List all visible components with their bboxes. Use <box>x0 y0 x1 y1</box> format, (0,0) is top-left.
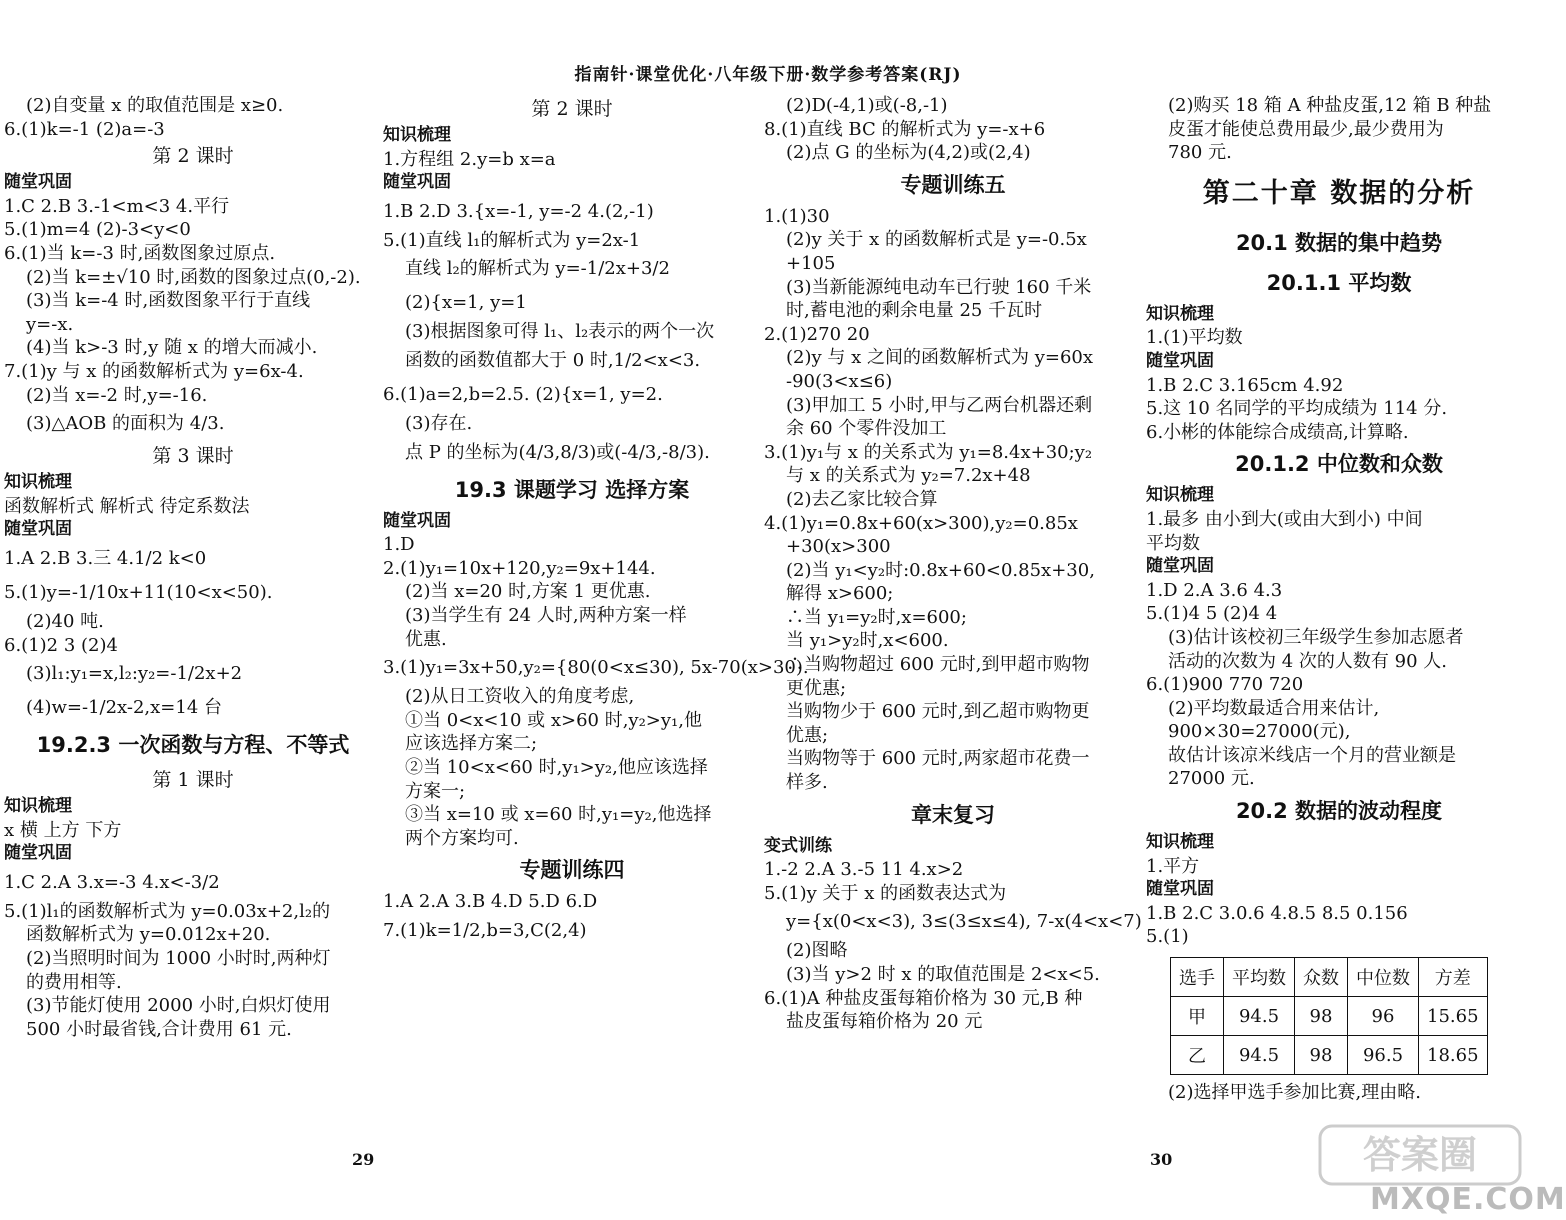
text-line: 27000 元. <box>1168 768 1255 790</box>
text-line: x 横 上方 下方 <box>4 819 122 841</box>
text-line: 4.(1)y₁=0.8x+60(x>300),y₂=0.85x <box>764 512 1078 534</box>
text-line: (2)y 关于 x 的函数解析式是 y=-0.5x <box>786 229 1087 251</box>
text-line: -90(3<x≤6) <box>786 370 893 392</box>
text-line: y={x(0<x<3), 3≤(3≤x≤4), 7-x(4<x<7) <box>786 911 1142 933</box>
text-line: 1.A 2.B 3.三 4.1/2 k<0 <box>4 547 207 569</box>
text-line: 知识梳理 <box>383 125 451 145</box>
text-line: 1.-2 2.A 3.-5 11 4.x>2 <box>764 859 964 881</box>
table-row <box>1171 1036 1488 1075</box>
column-3 <box>764 94 1142 1034</box>
table-header-cell: 众数 <box>1295 958 1348 997</box>
text-line: (3)当学生有 24 人时,两种方案一样 <box>405 604 687 626</box>
text-line: 活动的次数为 4 次的人数有 90 人. <box>1168 650 1447 672</box>
text-line: 函数的函数值都大于 0 时,1/2<x<3. <box>405 349 701 371</box>
table-header-cell: 选手 <box>1171 958 1224 997</box>
table-cell: 96.5 <box>1348 1036 1419 1075</box>
text-line: 章末复习 <box>911 802 995 827</box>
column-4-bottom <box>1146 1081 1532 1105</box>
table-cell: 乙 <box>1171 1036 1224 1075</box>
column-4 <box>1146 94 1532 1105</box>
text-line: (2)从日工资收入的角度考虑, <box>405 686 635 708</box>
text-line: 8.(1)直线 BC 的解析式为 y=-x+6 <box>764 118 1046 140</box>
text-line: 6.(1)2 3 (2)4 <box>4 634 118 656</box>
text-line: (3)估计该校初三年级学生参加志愿者 <box>1168 626 1464 648</box>
text-line: (2)当 y₁<y₂时:0.8x+60<0.85x+30, <box>786 559 1095 581</box>
text-line: 2.(1)270 20 <box>764 323 870 345</box>
text-line: 7.(1)y 与 x 的函数解析式为 y=6x-4. <box>4 360 304 382</box>
text-line: 6.(1)a=2,b=2.5. (2){x=1, y=2. <box>383 383 663 405</box>
text-line: 两个方案均可. <box>405 827 519 849</box>
text-line: 故估计该凉米线店一个月的营业额是 <box>1168 744 1456 766</box>
table-cell: 15.65 <box>1419 997 1488 1036</box>
text-line: 5.(1)直线 l₁的解析式为 y=2x-1 <box>383 229 641 251</box>
text-line: 20.2 数据的波动程度 <box>1235 799 1443 824</box>
text-line: ③当 x=10 或 x=60 时,y₁=y₂,他选择 <box>405 804 712 826</box>
text-line: 随堂巩固 <box>1146 879 1214 900</box>
text-line: 5.(1)m=4 (2)-3<y<0 <box>4 219 191 241</box>
text-line: 1.D 2.A 3.6 4.3 <box>1146 579 1283 601</box>
text-line: 专题训练四 <box>519 858 625 883</box>
text-line: (3)l₁:y₁=x,l₂:y₂=-1/2x+2 <box>26 663 243 685</box>
text-line: 当购物等于 600 元时,两家超市花费一 <box>786 748 1090 770</box>
text-line: 当购物少于 600 元时,到乙超市购物更 <box>786 701 1090 723</box>
text-line: (2)图略 <box>786 940 848 962</box>
text-line: 1.(1)30 <box>764 205 830 227</box>
text-line: (3)甲加工 5 小时,甲与乙两台机器还剩 <box>786 394 1093 416</box>
text-line: (4)w=-1/2x-2,x=14 台 <box>26 697 222 719</box>
table-header-cell: 方差 <box>1419 958 1488 997</box>
text-line: (2)当照明时间为 1000 小时时,两种灯 <box>26 948 331 970</box>
text-line: 的费用相等. <box>26 971 122 993</box>
table-cell: 94.5 <box>1224 1036 1295 1075</box>
text-line: 盐皮蛋每箱价格为 20 元 <box>786 1011 983 1033</box>
text-line: y=-x. <box>26 313 74 335</box>
text-line: 5.(1)l₁的函数解析式为 y=0.03x+2,l₂的 <box>4 900 331 922</box>
text-line: 1.C 2.A 3.x=-3 4.x<-3/2 <box>4 871 220 893</box>
text-line: 优惠; <box>786 724 829 746</box>
text-line: 1.D <box>383 534 415 556</box>
text-line: 第 2 课时 <box>152 145 234 168</box>
text-line: (2)自变量 x 的取值范围是 x≥0. <box>26 95 284 116</box>
text-line: 函数解析式 解析式 待定系数法 <box>4 495 250 517</box>
text-line: 500 小时最省钱,合计费用 61 元. <box>26 1018 292 1040</box>
text-line: 专题训练五 <box>900 172 1006 197</box>
score-table <box>1170 957 1488 1075</box>
page-header: 指南针·课堂优化·八年级下册·数学参考答案(RJ) <box>574 65 962 85</box>
text-line: 5.(1) <box>1146 926 1189 948</box>
text-line: (4)当 k>-3 时,y 随 x 的增大而减小. <box>26 337 318 359</box>
column-1 <box>4 94 382 1041</box>
text-line: (3)当 k=-4 时,函数图象平行于直线 <box>26 290 311 312</box>
text-line: (3)节能灯使用 2000 小时,白炽灯使用 <box>26 995 331 1017</box>
watermark-text: MXQE.COM <box>1370 1182 1566 1217</box>
text-line: 随堂巩固 <box>4 843 72 864</box>
text-line: 1.B 2.C 3.165cm 4.92 <box>1146 374 1344 396</box>
text-line: 19.3 课题学习 选择方案 <box>454 477 690 502</box>
text-line: 知识梳理 <box>4 472 72 493</box>
text-line: (2)当 x=-2 时,y=-16. <box>26 384 208 406</box>
table-row <box>1171 997 1488 1036</box>
text-line: 随堂巩固 <box>383 510 451 531</box>
text-line: 1.平方 <box>1146 855 1200 877</box>
text-line: 与 x 的关系式为 y₂=7.2x+48 <box>786 465 1031 487</box>
text-line: 第 2 课时 <box>531 98 613 120</box>
text-line: 900×30=27000(元), <box>1168 721 1351 743</box>
page-number-left: 29 <box>352 1150 375 1169</box>
text-line: 随堂巩固 <box>383 172 451 193</box>
text-line: 变式训练 <box>764 835 832 856</box>
text-line: 当 y₁>y₂时,x<600. <box>786 630 949 652</box>
text-line: 随堂巩固 <box>4 172 72 193</box>
text-line: 1.A 2.A 3.B 4.D 5.D 6.D <box>383 891 598 913</box>
table-cell: 94.5 <box>1224 997 1295 1036</box>
text-line: 知识梳理 <box>1146 485 1214 506</box>
text-line: 第 3 课时 <box>152 445 234 468</box>
text-line: 平均数 <box>1146 532 1200 554</box>
table-header-cell: 中位数 <box>1348 958 1419 997</box>
text-line: (3)当 y>2 时 x 的取值范围是 2<x<5. <box>786 964 1100 985</box>
text-line: 5.(1)y 关于 x 的函数表达式为 <box>764 882 1007 904</box>
table-header-cell: 平均数 <box>1224 958 1295 997</box>
text-line: 余 60 个零件没加工 <box>786 418 947 440</box>
text-line: 780 元. <box>1168 142 1232 164</box>
text-line: 优惠. <box>405 628 447 650</box>
text-line: (2)当 x=20 时,方案 1 更优惠. <box>405 581 651 603</box>
text-line: 时,蓄电池的剩余电量 25 千瓦时 <box>786 300 1043 322</box>
text-line: ①当 0<x<10 或 x>60 时,y₂>y₁,他 <box>405 709 702 731</box>
text-line: 样多. <box>786 772 828 794</box>
text-line: 20.1.2 中位数和众数 <box>1235 452 1443 477</box>
text-line: 知识梳理 <box>4 796 72 817</box>
text-line: 解得 x>600; <box>786 583 894 605</box>
text-line: 1.方程组 2.y=b x=a <box>383 148 556 170</box>
text-line: 皮蛋才能使总费用最少,最少费用为 <box>1168 118 1444 140</box>
text-line: 3.(1)y₁=3x+50,y₂={80(0<x≤30), 5x-70(x>30). <box>383 657 809 679</box>
text-line: (3)存在. <box>405 412 473 434</box>
table-cell: 96 <box>1348 997 1419 1036</box>
text-line: (2)当 k=±√10 时,函数的图象过点(0,-2). <box>26 266 361 288</box>
text-line: (2)点 G 的坐标为(4,2)或(2,4) <box>786 142 1031 164</box>
text-line: 1.B 2.C 3.0.6 4.8.5 8.5 0.156 <box>1146 902 1408 924</box>
text-line: 19.2.3 一次函数与方程、不等式 <box>36 733 350 758</box>
text-line: 5.这 10 名同学的平均成绩为 114 分. <box>1146 398 1448 420</box>
text-line: (2)购买 18 箱 A 种盐皮蛋,12 箱 B 种盐 <box>1168 95 1492 116</box>
text-line: 5.(1)y=-1/10x+11(10<x<50). <box>4 581 273 603</box>
text-line: 7.(1)k=1/2,b=3,C(2,4) <box>383 919 587 941</box>
text-line: (2)y 与 x 之间的函数解析式为 y=60x <box>786 347 1094 369</box>
text-line: 知识梳理 <box>1146 832 1214 853</box>
text-line: 6.(1)当 k=-3 时,函数图象过原点. <box>4 242 276 264</box>
svg-text:答案圈: 答案圈 <box>1362 1133 1478 1177</box>
text-line: 方案一; <box>405 780 466 802</box>
text-line: ∴当 y₁=y₂时,x=600; <box>786 606 967 628</box>
table-cell: 18.65 <box>1419 1036 1488 1075</box>
text-line: 6.(1)k=-1 (2)a=-3 <box>4 118 165 140</box>
text-line: 1.C 2.B 3.-1<m<3 4.平行 <box>4 195 230 217</box>
table-cell: 98 <box>1295 997 1348 1036</box>
text-line: 3.(1)y₁与 x 的关系式为 y₁=8.4x+30;y₂ <box>764 441 1093 463</box>
text-line: (2)40 吨. <box>26 610 104 632</box>
column-4-top <box>1146 94 1532 949</box>
text-line: ②当 10<x<60 时,y₁>y₂,他应该选择 <box>405 756 708 778</box>
text-line: 6.小彬的体能综合成绩高,计算略. <box>1146 421 1409 443</box>
text-line: 第 1 课时 <box>152 769 234 792</box>
text-line: 应该选择方案二; <box>405 733 538 755</box>
text-line: 知识梳理 <box>1146 303 1214 324</box>
table-cell: 98 <box>1295 1036 1348 1075</box>
text-line: 更优惠; <box>786 677 847 699</box>
text-line: (2){x=1, y=1 <box>405 292 527 314</box>
text-line: (3)△AOB 的面积为 4/3. <box>26 413 225 435</box>
text-line: 20.1 数据的集中趋势 <box>1235 230 1443 255</box>
text-line: (2)去乙家比较合算 <box>786 488 938 510</box>
text-line: (3)根据图象可得 l₁、l₂表示的两个一次 <box>405 321 715 343</box>
text-line: 第二十章 数据的分析 <box>1202 177 1476 209</box>
text-line: 1.最多 由小到大(或由大到小) 中间 <box>1146 508 1423 530</box>
text-line: (2)平均数最适合用来估计, <box>1168 697 1380 719</box>
page-number-right: 30 <box>1150 1150 1173 1169</box>
table-header-row <box>1171 958 1488 997</box>
text-line: 函数解析式为 y=0.012x+20. <box>26 924 271 946</box>
text-line: ∴当购物超过 600 元时,到甲超市购物 <box>786 654 1090 676</box>
text-line: (2)选择甲选手参加比赛,理由略. <box>1168 1082 1421 1104</box>
text-line: 6.(1)A 种盐皮蛋每箱价格为 30 元,B 种 <box>764 987 1083 1009</box>
text-line: 6.(1)900 770 720 <box>1146 674 1304 696</box>
text-line: (2)D(-4,1)或(-8,-1) <box>786 95 948 116</box>
text-line: 直线 l₂的解析式为 y=-1/2x+3/2 <box>405 258 670 280</box>
text-line: 点 P 的坐标为(4/3,8/3)或(-4/3,-8/3). <box>405 441 710 463</box>
text-line: +105 <box>786 252 836 274</box>
text-line: 1.B 2.D 3.{x=-1, y=-2 4.(2,-1) <box>383 200 654 222</box>
text-line: 2.(1)y₁=10x+120,y₂=9x+144. <box>383 557 656 579</box>
text-line: 20.1.1 平均数 <box>1266 270 1412 295</box>
text-line: 随堂巩固 <box>4 519 72 540</box>
text-line: (3)当新能源纯电动车已行驶 160 千米 <box>786 276 1092 298</box>
text-line: 随堂巩固 <box>1146 350 1214 371</box>
text-line: 随堂巩固 <box>1146 556 1214 577</box>
text-line: +30(x>300 <box>786 536 891 558</box>
text-line: 5.(1)4 5 (2)4 4 <box>1146 603 1278 625</box>
text-line: 1.(1)平均数 <box>1146 327 1243 349</box>
table-cell: 甲 <box>1171 997 1224 1036</box>
